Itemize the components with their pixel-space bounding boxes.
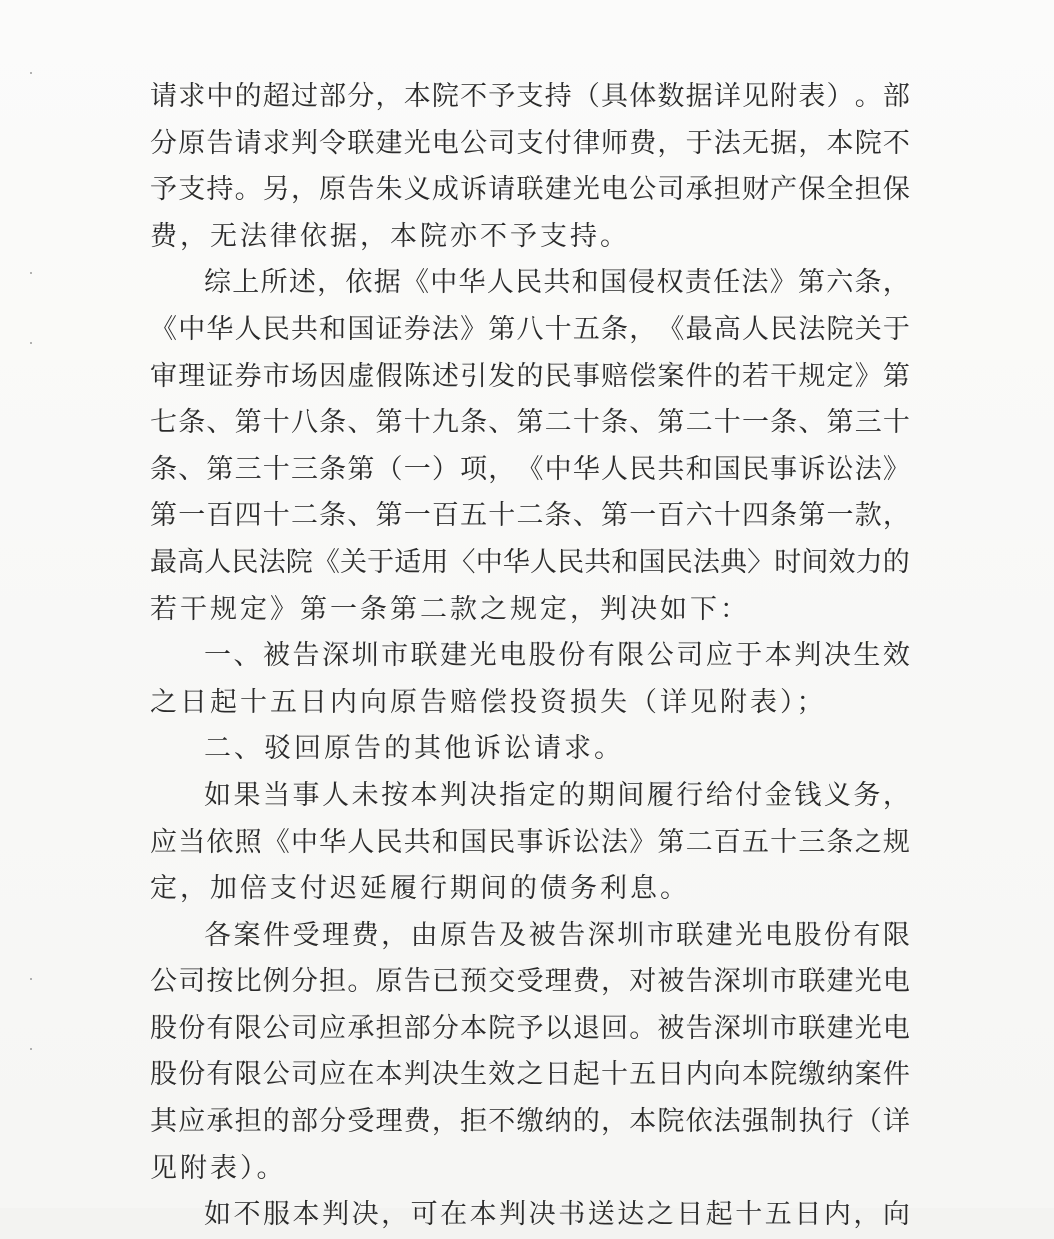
text-line: 见附表）。 bbox=[150, 1152, 287, 1184]
margin-speck bbox=[30, 272, 32, 274]
text-line: 定，加倍支付迟延履行期间的债务利息。 bbox=[150, 873, 690, 905]
margin-speck bbox=[30, 72, 32, 74]
text-line: 其 应 承 担 的 部 分 受 理 费 ， 拒 不 缴 纳 的 ， 本 院 依 法 强 制 执 行 （ 详 bbox=[150, 1106, 910, 1138]
text-line: 如 不 服 本 判 决 ， 可 在 本 判 决 书 送 达 之 日 起 十 五 日 内 ， 向 bbox=[204, 1199, 910, 1231]
text-line: 七 条 、 第 十 八 条 、 第 十 九 条 、 第 二 十 条 、 第 二 十 一 条 、 第 三 十 bbox=[150, 407, 910, 439]
text-line: 请 求 中 的 超 过 部 分 ， 本 院 不 予 支 持 （ 具 体 数 据 详 见 附 表 ） 。 部 bbox=[150, 81, 910, 112]
text-line: 应 当 依 照 《 中 华 人 民 共 和 国 民 事 诉 讼 法 》 第 二 百 五 十 三 条 之 规 bbox=[150, 826, 910, 858]
text-line: 综 上 所 述 ， 依 据 《 中 华 人 民 共 和 国 侵 权 责 任 法 》 第 六 条 ， bbox=[204, 267, 910, 299]
text-line: 二、驳回原告的其他诉讼请求。 bbox=[204, 733, 624, 765]
text-line: 最 高 人 民 法 院 《 关 于 适 用 〈 中 华 人 民 共 和 国 民 法 典 〉 时 间 效 力 的 bbox=[150, 546, 910, 578]
margin-speck bbox=[30, 1048, 32, 1050]
margin-speck bbox=[30, 342, 32, 344]
margin-speck bbox=[30, 978, 32, 980]
text-line: 第 一 百 四 十 二 条 、 第 一 百 五 十 二 条 、 第 一 百 六 十 四 条 第 一 款 ， bbox=[150, 500, 910, 532]
judgment-text-body bbox=[150, 74, 910, 1239]
text-line: 一 、 被 告 深 圳 市 联 建 光 电 股 份 有 限 公 司 应 于 本 判 决 生 效 bbox=[204, 640, 910, 672]
text-line: 条 、 第 三 十 三 条 第 （ 一 ） 项 ， 《 中 华 人 民 共 和 国 民 事 诉 讼 法 》 bbox=[150, 453, 910, 485]
text-line: 公 司 按 比 例 分 担 。 原 告 已 预 交 受 理 费 ， 对 被 告 深 圳 市 联 建 光 电 bbox=[150, 966, 910, 998]
text-line: 各 案 件 受 理 费 ， 由 原 告 及 被 告 深 圳 市 联 建 光 电 股 份 有 限 bbox=[204, 919, 910, 951]
text-line: 股 份 有 限 公 司 应 承 担 部 分 本 院 予 以 退 回 。 被 告 深 圳 市 联 建 光 电 bbox=[150, 1012, 910, 1044]
text-line: 分 原 告 请 求 判 令 联 建 光 电 公 司 支 付 律 师 费 ， 于 法 无 据 ， 本 院 不 bbox=[150, 127, 910, 159]
text-line: 之日起十五日内向原告赔偿投资损失（详见附表）； bbox=[150, 686, 827, 718]
text-line: 予 支 持 。 另 ， 原 告 朱 义 成 诉 请 联 建 光 电 公 司 承 担 财 产 保 全 担 保 bbox=[150, 174, 910, 206]
text-line: 股 份 有 限 公 司 应 在 本 判 决 生 效 之 日 起 十 五 日 内 向 本 院 缴 纳 案 件 bbox=[150, 1059, 910, 1091]
text-line: 审 理 证 券 市 场 因 虚 假 陈 述 引 发 的 民 事 赔 偿 案 件 的 若 干 规 定 》 第 bbox=[150, 360, 910, 392]
text-line: 费，无法律依据，本院亦不予支持。 bbox=[150, 220, 630, 252]
text-line: 若干规定》第一条第二款之规定，判决如下： bbox=[150, 593, 750, 625]
text-line: 《 中 华 人 民 共 和 国 证 券 法 》 第 八 十 五 条 ， 《 最 高 人 民 法 院 关 于 bbox=[150, 313, 910, 345]
text-line: 如 果 当 事 人 未 按 本 判 决 指 定 的 期 间 履 行 给 付 金 钱 义 务 ， bbox=[204, 779, 910, 811]
